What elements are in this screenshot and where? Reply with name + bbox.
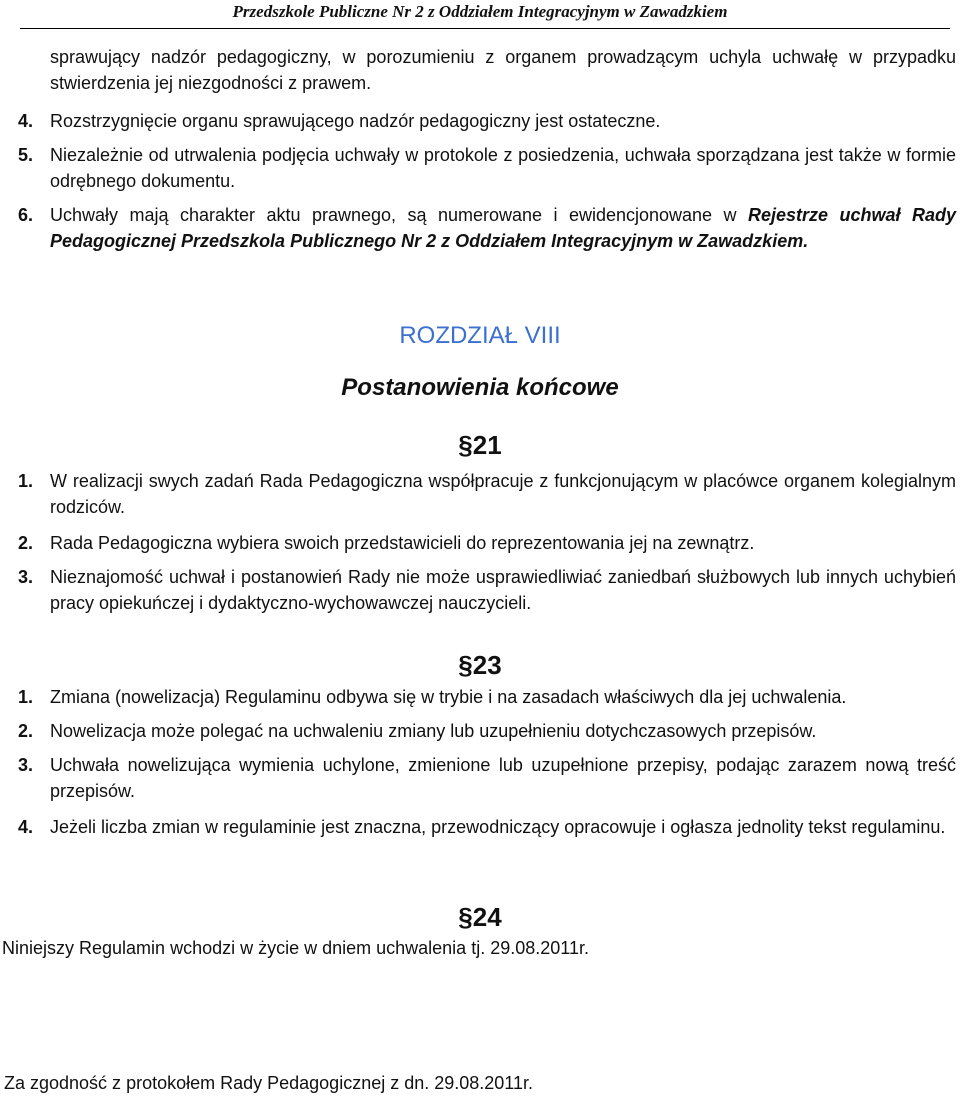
list-item: [18, 752, 956, 804]
item-text: Nieznajomość uchwał i postanowień Rady nie może usprawiedliwiać zaniedbań służbowych lub innych uchybień pracy opiekuńczej i dydaktyczno-wychowawczej nauczycieli.: [50, 567, 956, 613]
item-number: 2.: [18, 721, 34, 741]
document-header: [0, 0, 960, 29]
item-number: 1.: [18, 687, 34, 707]
list-item: [18, 202, 956, 254]
list-item: [18, 718, 956, 744]
continued-text: sprawujący nadzór pedagogiczny, w porozumieniu z organem prowadzącym uchyla uchwałę w przypadku stwierdzenia jej niezgodności z prawem.: [50, 47, 956, 93]
item-text: Uchwała nowelizująca wymienia uchylone, zmienione lub uzupełnione przepisy, podając zarazem nową treść przepisów.: [50, 755, 956, 801]
item-text: Rada Pedagogiczna wybiera swoich przedstawicieli do reprezentowania jej na zewnątrz.: [50, 533, 755, 553]
header-title: Przedszkole Publiczne Nr 2 z Oddziałem Integracyjnym w Zawadzkiem: [232, 2, 728, 21]
list-item: [18, 142, 956, 194]
list-item: [18, 814, 956, 840]
continued-paragraph: [50, 44, 956, 96]
paragraph-heading-23: §23: [458, 650, 502, 680]
item-number: 2.: [18, 533, 34, 553]
list-item: [18, 108, 956, 134]
item-number: 4.: [18, 817, 34, 837]
item-number: 3.: [18, 567, 34, 587]
item-text: W realizacji swych zadań Rada Pedagogiczna współpracuje z funkcjonującym w placówce organem kolegialnym rodziców.: [50, 471, 956, 517]
list-item: [18, 564, 956, 616]
header-divider: [20, 28, 950, 29]
item-number: 3.: [18, 755, 34, 775]
list-item: [18, 468, 956, 520]
item-text: Rozstrzygnięcie organu sprawującego nadzór pedagogiczny jest ostateczne.: [50, 111, 661, 131]
paragraph-heading-24: §24: [458, 902, 502, 932]
item-text: Niezależnie od utrwalenia podjęcia uchwały w protokole z posiedzenia, uchwała sporządzana jest także w formie odrębnego dokumentu.: [50, 145, 956, 191]
chapter-subtitle: Postanowienia końcowe: [341, 374, 619, 401]
item-text-block: [50, 202, 956, 254]
item-text: Jeżeli liczba zmian w regulaminie jest znaczna, przewodniczący opracowuje i ogłasza jednolity tekst regulaminu.: [50, 817, 946, 837]
register-name: Rejestrze uchwał Rady Pedagogicznej Przedszkola Publicznego Nr 2 z Oddziałem Integracyjnym w Zawadzkiem.: [50, 205, 956, 251]
list-item: [18, 530, 956, 556]
effective-date-text: Niniejszy Regulamin wchodzi w życie w dniem uchwalenia tj. 29.08.2011r.: [2, 938, 589, 958]
item-text: Zmiana (nowelizacja) Regulaminu odbywa się w trybie i na zasadach właściwych dla jej uchwalenia.: [50, 687, 847, 707]
item-number: 6.: [18, 205, 34, 225]
list-item: [18, 684, 956, 710]
item-number: 1.: [18, 471, 34, 491]
paragraph-heading-21: §21: [458, 430, 502, 460]
conformity-note: Za zgodność z protokołem Rady Pedagogicznej z dn. 29.08.2011r.: [4, 1073, 533, 1093]
item-number: 4.: [18, 111, 34, 131]
item-number: 5.: [18, 145, 34, 165]
item-text: Uchwały mają charakter aktu prawnego, są numerowane i ewidencjonowane w: [50, 205, 748, 225]
item-text: Nowelizacja może polegać na uchwaleniu zmiany lub uzupełnieniu dotychczasowych przepisów.: [50, 721, 817, 741]
chapter-heading: ROZDZIAŁ VIII: [399, 322, 561, 349]
